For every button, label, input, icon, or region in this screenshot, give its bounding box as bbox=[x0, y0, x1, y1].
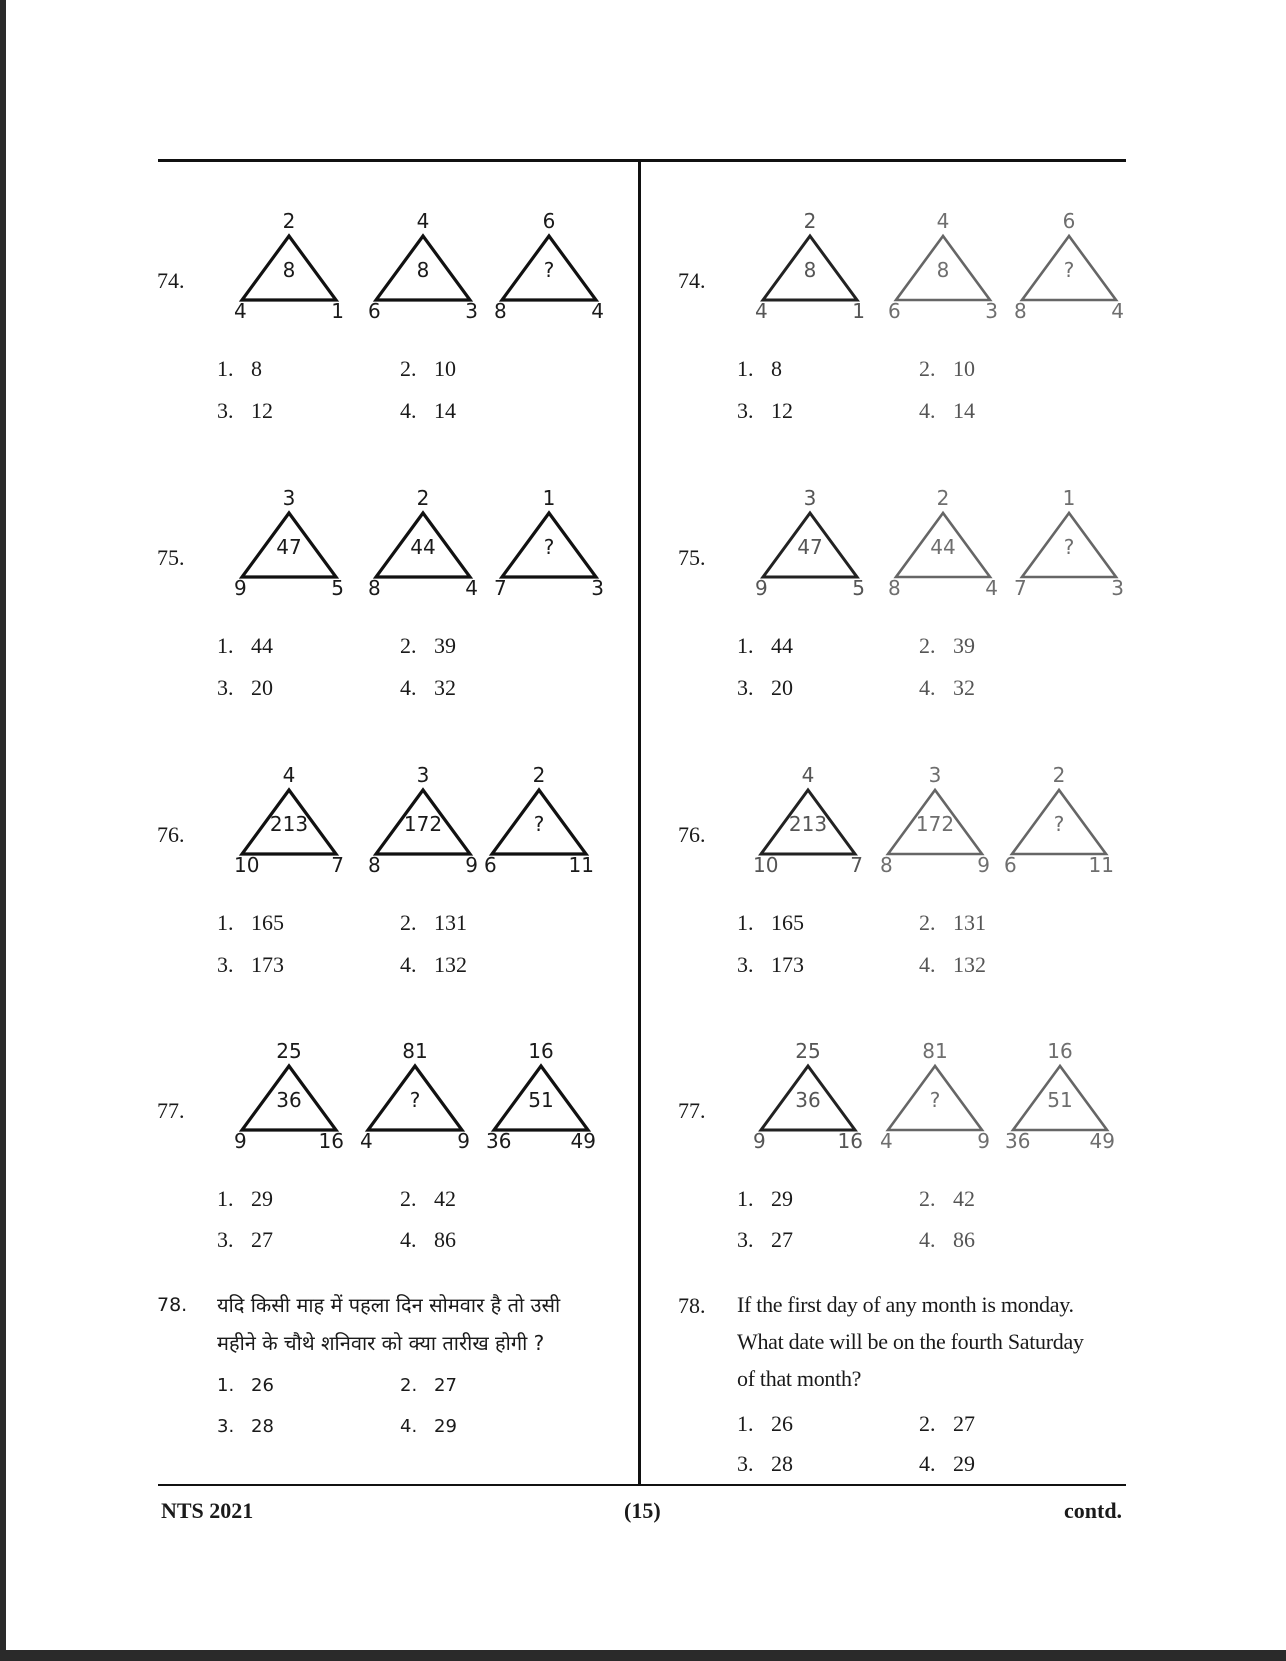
option-value: 132 bbox=[953, 952, 986, 977]
triangle-figure bbox=[486, 1040, 596, 1168]
option-value: 14 bbox=[434, 398, 456, 423]
triangle-figure bbox=[368, 764, 478, 892]
option-value: 32 bbox=[434, 675, 456, 700]
option-2[interactable] bbox=[919, 1411, 975, 1437]
triangle-left-number: 4 bbox=[755, 299, 768, 323]
triangle-center-number: ? bbox=[1063, 535, 1075, 559]
triangle-left-number: 8 bbox=[1014, 299, 1027, 323]
option-number: 3. bbox=[217, 952, 234, 977]
top-rule bbox=[158, 159, 1126, 162]
bottom-rule bbox=[158, 1484, 1126, 1486]
option-value: 44 bbox=[771, 633, 793, 658]
triangle-center-number: 8 bbox=[803, 258, 817, 282]
option-value: 165 bbox=[251, 910, 284, 935]
option-number: 4. bbox=[400, 398, 417, 423]
option-value: 12 bbox=[771, 398, 793, 423]
triangle-center-number: 8 bbox=[416, 258, 430, 282]
option-value: 29 bbox=[251, 1186, 273, 1211]
option-value: 20 bbox=[251, 675, 273, 700]
triangle-left-number: 9 bbox=[234, 576, 247, 600]
option-number: 1. bbox=[737, 1411, 754, 1436]
option-value: 173 bbox=[251, 952, 284, 977]
option-number: 3. bbox=[217, 1227, 234, 1252]
triangle-center-number: 213 bbox=[788, 812, 828, 836]
option-number: 2. bbox=[919, 633, 936, 658]
triangle-right-number: 1 bbox=[852, 299, 865, 323]
option-2[interactable] bbox=[400, 1186, 456, 1212]
triangle-top-number: 3 bbox=[928, 763, 942, 787]
triangle-left-number: 8 bbox=[494, 299, 507, 323]
option-value: 8 bbox=[251, 356, 262, 381]
triangle-left-number: 8 bbox=[888, 576, 901, 600]
triangle-center-number: 36 bbox=[276, 1088, 302, 1112]
triangle-center-number: 47 bbox=[276, 535, 302, 559]
triangle-right-number: 11 bbox=[568, 853, 594, 877]
option-number: 3. bbox=[737, 1451, 754, 1476]
option-number: 4. bbox=[919, 952, 936, 977]
triangle-center-number: 8 bbox=[936, 258, 950, 282]
option-number: 4. bbox=[919, 1227, 936, 1252]
triangle-left-number: 6 bbox=[1004, 853, 1017, 877]
option-value: 28 bbox=[771, 1451, 793, 1476]
triangle-center-number: 36 bbox=[795, 1088, 821, 1112]
option-2[interactable] bbox=[400, 356, 456, 382]
triangle-right-number: 9 bbox=[977, 1129, 990, 1153]
option-number: 4. bbox=[400, 952, 417, 977]
triangle-center-number: ? bbox=[929, 1088, 941, 1112]
triangle-figure bbox=[1014, 487, 1124, 615]
triangle-top-number: 2 bbox=[532, 763, 546, 787]
triangle-right-number: 49 bbox=[1089, 1129, 1115, 1153]
triangle-figure bbox=[234, 1040, 344, 1168]
option-number: 3. bbox=[217, 1416, 235, 1437]
option-1[interactable] bbox=[217, 910, 284, 936]
option-number: 2. bbox=[400, 356, 417, 381]
option-value: 29 bbox=[953, 1451, 975, 1476]
triangle-center-number: 47 bbox=[797, 535, 823, 559]
question-text-line: of that month? bbox=[737, 1366, 862, 1391]
option-4[interactable] bbox=[919, 675, 975, 701]
option-value: 42 bbox=[434, 1186, 456, 1211]
option-4[interactable] bbox=[919, 952, 986, 978]
triangle-left-number: 9 bbox=[755, 576, 768, 600]
question-number: 78. bbox=[678, 1293, 706, 1318]
triangle-left-number: 8 bbox=[880, 853, 893, 877]
option-2[interactable] bbox=[400, 633, 456, 659]
triangle-top-number: 16 bbox=[528, 1039, 554, 1063]
option-number: 1. bbox=[217, 1375, 235, 1396]
option-4[interactable] bbox=[919, 1227, 975, 1253]
triangle-figure bbox=[753, 1040, 863, 1168]
option-value: 10 bbox=[953, 356, 975, 381]
triangle-right-number: 4 bbox=[1111, 299, 1124, 323]
option-4[interactable] bbox=[919, 1451, 975, 1477]
triangle-left-number: 10 bbox=[234, 853, 260, 877]
triangle-right-number: 4 bbox=[985, 576, 998, 600]
question-number: 77. bbox=[157, 1098, 185, 1123]
triangle-center-number: ? bbox=[543, 258, 555, 282]
triangle-right-number: 3 bbox=[985, 299, 998, 323]
triangle-center-number: 213 bbox=[269, 812, 309, 836]
option-2[interactable] bbox=[400, 1375, 457, 1396]
triangle-top-number: 4 bbox=[282, 763, 296, 787]
option-value: 14 bbox=[953, 398, 975, 423]
triangle-left-number: 6 bbox=[484, 853, 497, 877]
option-value: 27 bbox=[434, 1375, 457, 1396]
triangle-left-number: 6 bbox=[888, 299, 901, 323]
option-value: 173 bbox=[771, 952, 804, 977]
option-number: 1. bbox=[217, 356, 234, 381]
question-number: 74. bbox=[678, 268, 706, 293]
triangle-figure bbox=[1014, 210, 1124, 338]
triangle-figure bbox=[360, 1040, 470, 1168]
triangle-left-number: 8 bbox=[368, 853, 381, 877]
option-number: 1. bbox=[737, 910, 754, 935]
triangle-center-number: 172 bbox=[403, 812, 443, 836]
option-value: 42 bbox=[953, 1186, 975, 1211]
triangle-right-number: 4 bbox=[465, 576, 478, 600]
option-number: 2. bbox=[919, 1411, 936, 1436]
option-3[interactable] bbox=[737, 1227, 793, 1253]
triangle-top-number: 25 bbox=[795, 1039, 821, 1063]
question-text-english bbox=[737, 1286, 1137, 1397]
triangle-center-number: 44 bbox=[930, 535, 956, 559]
triangle-right-number: 3 bbox=[465, 299, 478, 323]
option-number: 2. bbox=[400, 633, 417, 658]
option-number: 1. bbox=[217, 1186, 234, 1211]
triangle-top-number: 4 bbox=[801, 763, 815, 787]
triangle-figure bbox=[1005, 1040, 1115, 1168]
option-value: 86 bbox=[434, 1227, 456, 1252]
option-number: 2. bbox=[400, 1186, 417, 1211]
option-value: 26 bbox=[251, 1375, 274, 1396]
triangle-figure bbox=[368, 210, 478, 338]
option-number: 1. bbox=[217, 910, 234, 935]
triangle-left-number: 7 bbox=[494, 576, 507, 600]
option-number: 2. bbox=[400, 1375, 418, 1396]
option-1[interactable] bbox=[737, 356, 782, 382]
triangle-left-number: 4 bbox=[234, 299, 247, 323]
option-number: 4. bbox=[919, 1451, 936, 1476]
option-value: 32 bbox=[953, 675, 975, 700]
question-number: 78. bbox=[157, 1294, 188, 1316]
option-1[interactable] bbox=[217, 633, 273, 659]
option-number: 3. bbox=[737, 398, 754, 423]
triangle-right-number: 1 bbox=[331, 299, 344, 323]
triangle-top-number: 3 bbox=[282, 486, 296, 510]
triangle-center-number: ? bbox=[533, 812, 545, 836]
footer-exam-name: NTS 2021 bbox=[161, 1498, 254, 1523]
option-value: 44 bbox=[251, 633, 273, 658]
column-divider bbox=[638, 161, 641, 1486]
triangle-left-number: 4 bbox=[880, 1129, 893, 1153]
option-3[interactable] bbox=[737, 675, 793, 701]
triangle-top-number: 2 bbox=[803, 209, 817, 233]
triangle-right-number: 16 bbox=[837, 1129, 863, 1153]
option-value: 29 bbox=[771, 1186, 793, 1211]
triangle-left-number: 8 bbox=[368, 576, 381, 600]
triangle-top-number: 6 bbox=[542, 209, 556, 233]
triangle-left-number: 9 bbox=[234, 1129, 247, 1153]
triangle-right-number: 7 bbox=[850, 853, 863, 877]
option-1[interactable] bbox=[217, 1375, 274, 1396]
triangle-top-number: 81 bbox=[402, 1039, 428, 1063]
option-value: 165 bbox=[771, 910, 804, 935]
option-value: 20 bbox=[771, 675, 793, 700]
triangle-left-number: 10 bbox=[753, 853, 779, 877]
scan-edge-left bbox=[0, 0, 6, 1661]
triangle-figure bbox=[755, 210, 865, 338]
triangle-right-number: 5 bbox=[331, 576, 344, 600]
option-number: 1. bbox=[737, 356, 754, 381]
triangle-center-number: 8 bbox=[282, 258, 296, 282]
option-value: 27 bbox=[771, 1227, 793, 1252]
triangle-left-number: 9 bbox=[753, 1129, 766, 1153]
triangle-center-number: 51 bbox=[1047, 1088, 1073, 1112]
triangle-top-number: 1 bbox=[542, 486, 556, 510]
triangle-figure bbox=[755, 487, 865, 615]
option-number: 2. bbox=[919, 1186, 936, 1211]
option-1[interactable] bbox=[737, 1186, 793, 1212]
option-number: 4. bbox=[400, 1416, 418, 1437]
triangle-figure bbox=[234, 487, 344, 615]
option-2[interactable] bbox=[919, 910, 986, 936]
scan-edge-bottom bbox=[0, 1650, 1286, 1661]
option-number: 4. bbox=[400, 675, 417, 700]
triangle-top-number: 2 bbox=[282, 209, 296, 233]
triangle-figure bbox=[888, 487, 998, 615]
option-value: 39 bbox=[434, 633, 456, 658]
triangle-right-number: 3 bbox=[591, 576, 604, 600]
triangle-left-number: 7 bbox=[1014, 576, 1027, 600]
option-3[interactable] bbox=[217, 675, 273, 701]
option-value: 131 bbox=[434, 910, 467, 935]
triangle-right-number: 9 bbox=[977, 853, 990, 877]
triangle-figure bbox=[880, 1040, 990, 1168]
option-number: 2. bbox=[919, 356, 936, 381]
triangle-right-number: 49 bbox=[570, 1129, 596, 1153]
triangle-figure bbox=[484, 764, 594, 892]
option-3[interactable] bbox=[217, 952, 284, 978]
option-number: 2. bbox=[919, 910, 936, 935]
triangle-top-number: 4 bbox=[936, 209, 950, 233]
triangle-right-number: 7 bbox=[331, 853, 344, 877]
triangle-top-number: 3 bbox=[416, 763, 430, 787]
triangle-top-number: 25 bbox=[276, 1039, 302, 1063]
triangle-figure bbox=[753, 764, 863, 892]
option-number: 3. bbox=[737, 952, 754, 977]
triangle-top-number: 4 bbox=[416, 209, 430, 233]
option-number: 3. bbox=[217, 675, 234, 700]
option-value: 39 bbox=[953, 633, 975, 658]
option-3[interactable] bbox=[737, 1451, 793, 1477]
option-value: 86 bbox=[953, 1227, 975, 1252]
triangle-left-number: 6 bbox=[368, 299, 381, 323]
option-4[interactable] bbox=[400, 952, 467, 978]
triangle-top-number: 81 bbox=[922, 1039, 948, 1063]
triangle-top-number: 2 bbox=[1052, 763, 1066, 787]
triangle-right-number: 4 bbox=[591, 299, 604, 323]
option-value: 28 bbox=[251, 1416, 274, 1437]
triangle-center-number: 51 bbox=[528, 1088, 554, 1112]
triangle-top-number: 2 bbox=[416, 486, 430, 510]
triangle-right-number: 9 bbox=[457, 1129, 470, 1153]
question-number: 76. bbox=[678, 822, 706, 847]
option-4[interactable] bbox=[400, 398, 456, 424]
option-value: 10 bbox=[434, 356, 456, 381]
option-3[interactable] bbox=[217, 1227, 273, 1253]
triangle-figure bbox=[494, 210, 604, 338]
option-3[interactable] bbox=[737, 952, 804, 978]
triangle-center-number: ? bbox=[409, 1088, 421, 1112]
option-1[interactable] bbox=[737, 1411, 793, 1437]
question-number: 74. bbox=[157, 268, 185, 293]
triangle-top-number: 1 bbox=[1062, 486, 1076, 510]
option-number: 1. bbox=[737, 1186, 754, 1211]
triangle-figure bbox=[1004, 764, 1114, 892]
question-text-hindi bbox=[217, 1286, 617, 1362]
option-3[interactable] bbox=[217, 1416, 274, 1437]
option-1[interactable] bbox=[737, 910, 804, 936]
option-number: 3. bbox=[737, 675, 754, 700]
option-1[interactable] bbox=[737, 633, 793, 659]
option-number: 1. bbox=[737, 633, 754, 658]
option-2[interactable] bbox=[400, 910, 467, 936]
question-number: 76. bbox=[157, 822, 185, 847]
option-number: 4. bbox=[919, 398, 936, 423]
triangle-figure bbox=[234, 764, 344, 892]
option-2[interactable] bbox=[919, 356, 975, 382]
triangle-center-number: ? bbox=[1063, 258, 1075, 282]
option-3[interactable] bbox=[737, 398, 793, 424]
question-text-line: What date will be on the fourth Saturday bbox=[737, 1329, 1084, 1354]
triangle-center-number: ? bbox=[1053, 812, 1065, 836]
question-number: 75. bbox=[678, 545, 706, 570]
triangle-right-number: 5 bbox=[852, 576, 865, 600]
triangle-top-number: 2 bbox=[936, 486, 950, 510]
triangle-left-number: 36 bbox=[1005, 1129, 1031, 1153]
option-1[interactable] bbox=[217, 1186, 273, 1212]
option-value: 27 bbox=[953, 1411, 975, 1436]
option-number: 3. bbox=[217, 398, 234, 423]
triangle-right-number: 9 bbox=[465, 853, 478, 877]
option-1[interactable] bbox=[217, 356, 262, 382]
triangle-left-number: 36 bbox=[486, 1129, 512, 1153]
option-4[interactable] bbox=[919, 398, 975, 424]
question-text-line: If the first day of any month is monday. bbox=[737, 1292, 1074, 1317]
option-number: 4. bbox=[400, 1227, 417, 1252]
option-value: 27 bbox=[251, 1227, 273, 1252]
triangle-right-number: 3 bbox=[1111, 576, 1124, 600]
triangle-right-number: 11 bbox=[1088, 853, 1114, 877]
option-value: 8 bbox=[771, 356, 782, 381]
option-number: 4. bbox=[919, 675, 936, 700]
option-value: 131 bbox=[953, 910, 986, 935]
triangle-left-number: 4 bbox=[360, 1129, 373, 1153]
option-value: 26 bbox=[771, 1411, 793, 1436]
triangle-figure bbox=[888, 210, 998, 338]
option-4[interactable] bbox=[400, 675, 456, 701]
option-2[interactable] bbox=[919, 1186, 975, 1212]
option-number: 3. bbox=[737, 1227, 754, 1252]
triangle-figure bbox=[368, 487, 478, 615]
triangle-top-number: 3 bbox=[803, 486, 817, 510]
option-3[interactable] bbox=[217, 398, 273, 424]
triangle-center-number: ? bbox=[543, 535, 555, 559]
triangle-top-number: 16 bbox=[1047, 1039, 1073, 1063]
question-number: 77. bbox=[678, 1098, 706, 1123]
option-4[interactable] bbox=[400, 1416, 457, 1437]
option-number: 2. bbox=[400, 910, 417, 935]
option-value: 29 bbox=[434, 1416, 457, 1437]
option-number: 1. bbox=[217, 633, 234, 658]
question-number: 75. bbox=[157, 545, 185, 570]
triangle-figure bbox=[234, 210, 344, 338]
footer-page-number: (15) bbox=[624, 1498, 661, 1523]
triangle-center-number: 172 bbox=[915, 812, 955, 836]
footer-continued: contd. bbox=[1064, 1498, 1123, 1523]
triangle-figure bbox=[494, 487, 604, 615]
triangle-right-number: 16 bbox=[318, 1129, 344, 1153]
triangle-top-number: 6 bbox=[1062, 209, 1076, 233]
triangle-figure bbox=[880, 764, 990, 892]
option-value: 132 bbox=[434, 952, 467, 977]
triangle-center-number: 44 bbox=[410, 535, 436, 559]
option-4[interactable] bbox=[400, 1227, 456, 1253]
option-2[interactable] bbox=[919, 633, 975, 659]
question-text-line: यदि किसी माह में पहला दिन सोमवार है तो उसी bbox=[217, 1293, 561, 1317]
question-text-line: महीने के चौथे शनिवार को क्या तारीख होगी ? bbox=[217, 1331, 545, 1355]
option-value: 12 bbox=[251, 398, 273, 423]
